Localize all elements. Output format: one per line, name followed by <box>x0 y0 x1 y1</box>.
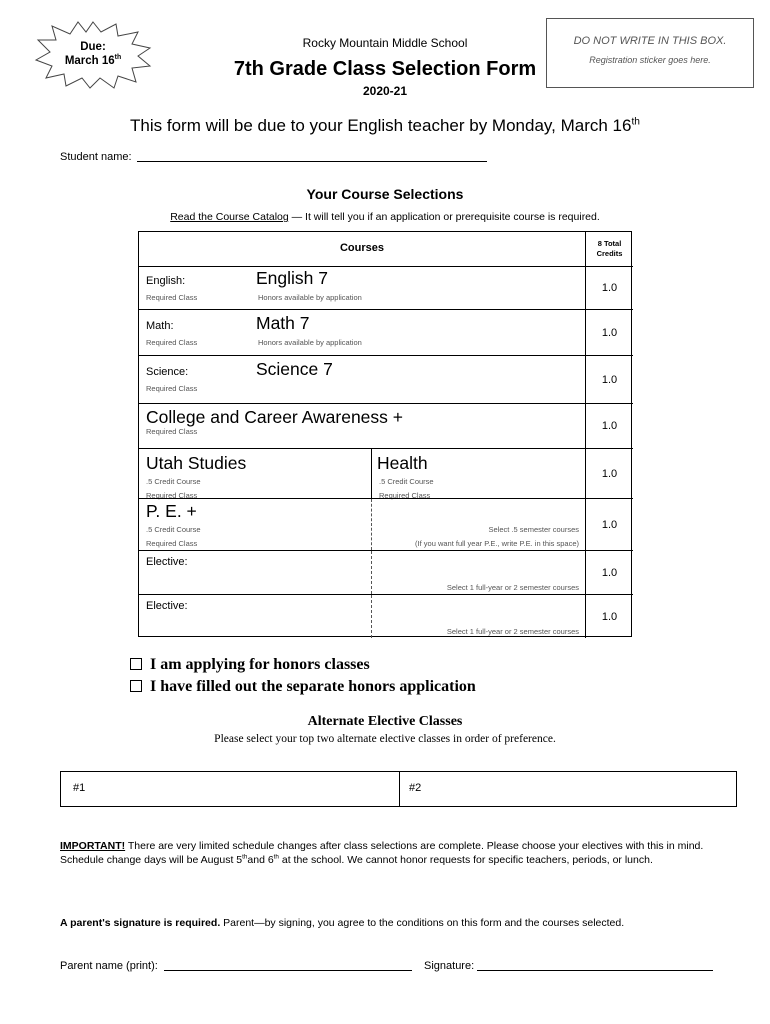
elective-1-label: Elective: <box>146 556 188 568</box>
sticker-box-warning: DO NOT WRITE IN THIS BOX. <box>573 35 727 47</box>
elective-1-note: Select 1 full-year or 2 semester courses <box>446 583 579 592</box>
credits-header: 8 Total Credits <box>585 232 633 266</box>
math-credits: 1.0 <box>585 310 633 355</box>
course-table <box>138 231 632 637</box>
elective-1-credits: 1.0 <box>585 551 633 594</box>
important-label: IMPORTANT! <box>60 840 126 852</box>
health-credit-note: .5 Credit Course <box>379 477 434 486</box>
english-course: English 7 <box>256 268 328 288</box>
utah-health-row <box>139 448 633 498</box>
school-year: 2020-21 <box>362 84 408 98</box>
science-credits: 1.0 <box>585 356 633 403</box>
honors-application-checkbox[interactable] <box>130 680 142 692</box>
registration-sticker-box <box>546 18 754 88</box>
math-honors-note: Honors available by application <box>258 338 362 347</box>
courses-header: Courses <box>339 242 385 254</box>
english-credits: 1.0 <box>585 267 633 309</box>
due-label: Due: <box>80 41 106 53</box>
parent-name-field[interactable] <box>164 970 412 971</box>
college-career-course: College and Career Awareness + <box>146 407 403 427</box>
form-title: 7th Grade Class Selection Form <box>233 58 537 80</box>
pe-credit-note: .5 Credit Course <box>146 525 201 534</box>
elective-row-2 <box>139 594 633 638</box>
science-row <box>139 355 633 403</box>
science-required-note: Required Class <box>146 384 198 393</box>
signature-label: Signature: <box>424 960 475 972</box>
course-catalog-link[interactable]: Read the Course Catalog <box>170 211 289 223</box>
due-date: March 16th <box>64 54 122 67</box>
science-label: Science: <box>146 366 189 378</box>
english-label: English: <box>146 275 186 287</box>
parent-name-label: Parent name (print): <box>60 960 158 972</box>
important-notice: IMPORTANT! There are very limited schedule changes after class selections are complete. Please choose your electives with this in mind. Schedule change days will be August 5thand 6th at the school. We cannot honor requests for specific teachers, periods, or lunch. <box>60 840 704 866</box>
student-name-field[interactable] <box>137 161 487 162</box>
english-row <box>139 266 633 309</box>
math-row <box>139 309 633 355</box>
elective-row-1 <box>139 550 633 594</box>
pe-full-year-note: (If you want full year P.E., write P.E. in this space) <box>415 539 579 548</box>
pe-row <box>139 498 633 550</box>
health-course: Health <box>377 453 428 473</box>
utah-studies-course: Utah Studies <box>146 453 247 473</box>
elective-2-field[interactable] <box>373 597 583 625</box>
alternate-choice-1-label: #1 <box>73 782 86 794</box>
alternate-choice-1-field[interactable] <box>101 776 391 804</box>
honors-application-option <box>130 678 476 696</box>
pe-required-note: Required Class <box>146 539 198 548</box>
math-label: Math: <box>146 320 174 332</box>
college-career-row <box>139 403 633 448</box>
elective-2-note: Select 1 full-year or 2 semester courses <box>446 627 579 636</box>
signature-field[interactable] <box>477 970 713 971</box>
pe-course: P. E. + <box>146 501 197 521</box>
elective-2-credits: 1.0 <box>585 595 633 638</box>
honors-apply-label: I am applying for honors classes <box>150 656 370 673</box>
table-header-row <box>139 232 633 266</box>
math-required-note: Required Class <box>146 338 198 347</box>
alternate-electives-table <box>60 771 737 807</box>
parent-signature-notice: A parent's signature is required. Parent—by signing, you agree to the conditions on this form and the courses selected. <box>60 917 625 929</box>
due-date-text <box>34 40 152 68</box>
due-date-badge <box>34 20 152 90</box>
alternate-choice-2-field[interactable] <box>437 776 727 804</box>
course-selections-heading: Your Course Selections <box>306 186 464 202</box>
english-honors-note: Honors available by application <box>258 293 362 302</box>
catalog-note: Read the Course Catalog — It will tell you if an application or prerequisite course is required. <box>170 211 600 223</box>
elective-1-field[interactable] <box>373 553 583 581</box>
math-course: Math 7 <box>256 313 310 333</box>
due-notice: This form will be due to your English teacher by Monday, March 16th <box>130 116 640 135</box>
student-name-label: Student name: <box>60 151 132 163</box>
health-required-note: Required Class <box>379 491 431 500</box>
utah-studies-required-note: Required Class <box>146 491 198 500</box>
pe-semester-note: Select .5 semester courses <box>488 525 579 534</box>
sticker-box-instruction: Registration sticker goes here. <box>589 55 711 65</box>
honors-apply-option <box>130 656 370 674</box>
college-career-required-note: Required Class <box>146 427 198 436</box>
alternate-electives-heading: Alternate Elective Classes <box>307 714 463 729</box>
college-career-credits: 1.0 <box>585 404 633 448</box>
honors-apply-checkbox[interactable] <box>130 658 142 670</box>
science-course: Science 7 <box>256 359 333 379</box>
pe-credits: 1.0 <box>585 499 633 550</box>
alternate-choice-2-label: #2 <box>409 782 422 794</box>
school-name: Rocky Mountain Middle School <box>302 36 468 50</box>
elective-2-label: Elective: <box>146 600 188 612</box>
utah-health-credits: 1.0 <box>585 449 633 498</box>
alternate-electives-instruction: Please select your top two alternate elective classes in order of preference. <box>214 733 556 745</box>
english-required-note: Required Class <box>146 293 198 302</box>
honors-application-label: I have filled out the separate honors application <box>150 678 476 695</box>
utah-studies-credit-note: .5 Credit Course <box>146 477 201 486</box>
